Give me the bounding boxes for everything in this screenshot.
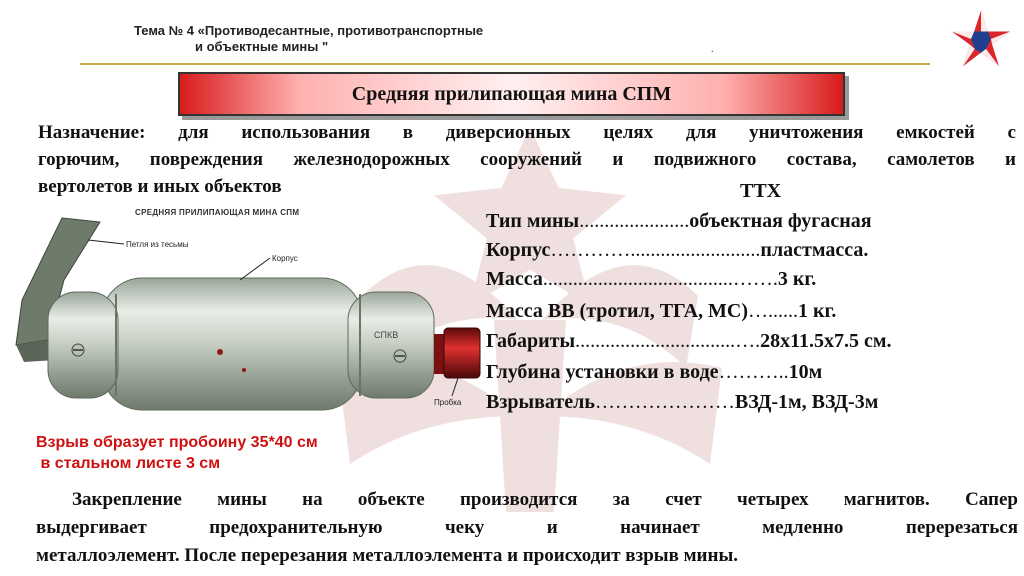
spec-dots: ......................................……. (542, 268, 778, 290)
body-marking: СПКВ (374, 330, 399, 340)
spec-dots: ………….......................... (550, 239, 761, 261)
spec-label: Масса (486, 268, 543, 290)
slide-title-box (178, 72, 845, 116)
header-divider (80, 63, 930, 65)
spm-mine-illustration (4, 210, 490, 426)
spec-label: Масса ВВ (тротил, ТГА, МС) (486, 300, 749, 322)
ttx-heading: ТТХ (740, 180, 782, 202)
spec-row (486, 300, 836, 323)
bottom-line-2: выдергивает предохранительную чеку и начинает медленно перерезаться (36, 517, 1018, 538)
label-loop: Петля из тесьмы (126, 240, 189, 249)
spec-label: Габариты (486, 330, 576, 352)
spec-dots: …...... (748, 300, 799, 322)
spec-label: Корпус (486, 239, 551, 261)
spec-row (486, 210, 872, 233)
spec-row (486, 361, 822, 384)
spec-label: Взрыватель (486, 391, 595, 413)
bottom-line-3: металлоэлемент. После перерезания металлоэлемента и происходит взрыв мины. (36, 545, 739, 566)
spec-label: Тип мины (486, 210, 580, 232)
mine-image-caption: СРЕДНЯЯ ПРИЛИПАЮЩАЯ МИНА СПМ (135, 208, 300, 217)
header-dot: . (711, 44, 714, 55)
spec-dots: ………………… (594, 391, 735, 413)
spec-dots: ................................…. (575, 330, 761, 352)
purpose-line-1: Назначение: для использования в диверсионных целях для уничтожения емкостей с (38, 122, 1016, 143)
topic-title-line2: и объектные мины " (195, 39, 329, 54)
spec-row (486, 239, 868, 262)
label-body: Корпус (272, 254, 298, 263)
topic-title-line1: Тема № 4 «Противодесантные, противотранспортные (134, 23, 484, 38)
spec-dots: ……….. (718, 361, 789, 383)
spec-value: пластмасса. (760, 239, 869, 261)
purpose-line-2: горючим, повреждения железнодорожных сооружений и подвижного состава, самолетов и (38, 149, 1016, 170)
spec-row (486, 330, 891, 353)
purpose-paragraph (38, 119, 1016, 200)
spec-label: Глубина установки в воде (486, 361, 719, 383)
blast-note (36, 432, 318, 474)
red-star-logo-icon (950, 8, 1012, 70)
spec-value: объектная фугасная (689, 210, 872, 232)
spec-value: 10м (788, 361, 823, 383)
bottom-line-1: Закрепление мины на объекте производится за счет четырех магнитов. Сапер (72, 489, 1018, 510)
blast-line-1: Взрыв образует пробоину 35*40 см (36, 434, 318, 451)
purpose-line-3: вертолетов и иных объектов (38, 176, 282, 197)
spec-dots: ...................... (579, 210, 690, 232)
slide-title: Средняя прилипающая мина СПМ (351, 82, 672, 105)
spec-row (486, 268, 816, 291)
spec-row (486, 391, 878, 414)
spec-value: 28х11.5х7.5 см. (760, 330, 892, 352)
blast-line-2: в стальном листе 3 см (36, 455, 221, 472)
spec-value: 3 кг. (777, 268, 817, 290)
spec-value: 1 кг. (798, 300, 837, 322)
attachment-paragraph (36, 486, 1018, 570)
spec-value: ВЗД-1м, ВЗД-3м (734, 391, 879, 413)
label-plug: Пробка (434, 398, 462, 407)
